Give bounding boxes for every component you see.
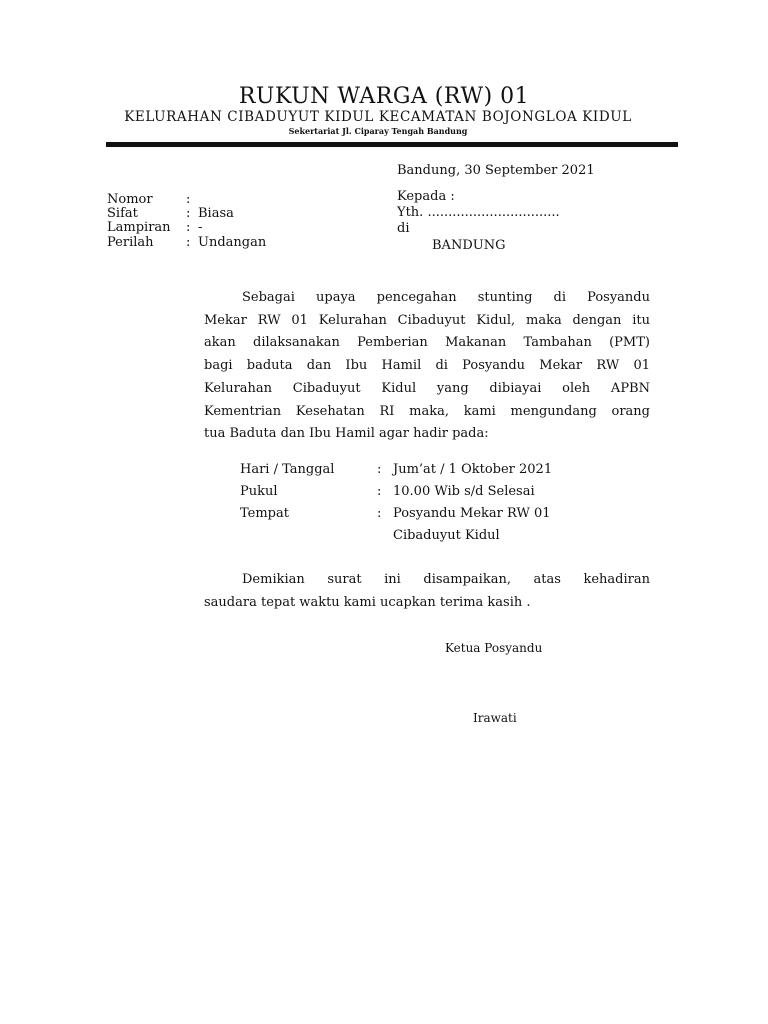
detail-label-place: Tempat — [240, 506, 289, 521]
body-paragraph — [204, 287, 650, 446]
organization-subtitle: KELURAHAN CIBADUYUT KIDUL KECAMATAN BOJONGLOA KIDUL — [124, 109, 632, 125]
body-line: Mekar RW 01 Kelurahan Cibaduyut Kidul, maka dengan itu — [204, 312, 650, 328]
signature-name: Irawati — [473, 711, 517, 725]
detail-value-place: Posyandu Mekar RW 01 — [393, 506, 551, 521]
detail-colon: : — [377, 462, 382, 477]
detail-value-date: Jum’at / 1 Oktober 2021 — [393, 462, 553, 477]
recipient-yth: Yth. ................................ — [397, 205, 560, 220]
organization-title: RUKUN WARGA (RW) 01 — [238, 84, 530, 109]
detail-value-place-line2: Cibaduyut Kidul — [393, 528, 500, 543]
body-line: Kelurahan Cibaduyut Kidul yang dibiayai oleh APBN — [204, 380, 650, 396]
letter-date: Bandung, 30 September 2021 — [397, 163, 595, 178]
meta-value-perilah: Undangan — [198, 235, 267, 250]
meta-colon: : — [186, 192, 191, 207]
closing-line: saudara tepat waktu kami ucapkan terima kasih . — [204, 594, 531, 610]
letterhead-divider — [106, 142, 678, 147]
detail-label-time: Pukul — [240, 484, 278, 499]
recipient-city: BANDUNG — [432, 238, 506, 253]
detail-label-date: Hari / Tanggal — [240, 462, 335, 477]
meta-colon: : — [186, 235, 191, 250]
closing-line: Demikian surat ini disampaikan, atas kehadiran — [242, 572, 650, 587]
closing-paragraph — [204, 569, 650, 614]
meta-label-perilah: Perilah — [107, 235, 154, 250]
meta-value-lampiran: - — [198, 220, 203, 235]
meta-label-lampiran: Lampiran — [107, 220, 171, 235]
detail-colon: : — [377, 484, 382, 499]
meta-colon: : — [186, 220, 191, 235]
body-line: bagi baduta dan Ibu Hamil di Posyandu Mekar RW 01 — [204, 358, 650, 374]
detail-value-time: 10.00 Wib s/d Selesai — [393, 484, 535, 499]
signature-role: Ketua Posyandu — [445, 641, 543, 655]
body-line: tua Baduta dan Ibu Hamil agar hadir pada: — [204, 426, 489, 442]
secretariat-address: Sekertariat Jl. Ciparay Tengah Bandung — [288, 126, 468, 136]
body-line: Kementrian Kesehatan RI maka, kami mengundang orang — [204, 403, 650, 419]
meta-label-nomor: Nomor — [107, 192, 153, 207]
detail-colon: : — [377, 506, 382, 521]
meta-label-sifat: Sifat — [107, 206, 138, 221]
recipient-di: di — [397, 221, 410, 236]
meta-value-sifat: Biasa — [198, 206, 234, 221]
body-line: akan dilaksanakan Pemberian Makanan Tambahan (PMT) — [204, 335, 650, 351]
meta-colon: : — [186, 206, 191, 221]
body-line: Sebagai upaya pencegahan stunting di Posyandu — [242, 290, 650, 305]
recipient-kepada: Kepada : — [397, 189, 455, 204]
